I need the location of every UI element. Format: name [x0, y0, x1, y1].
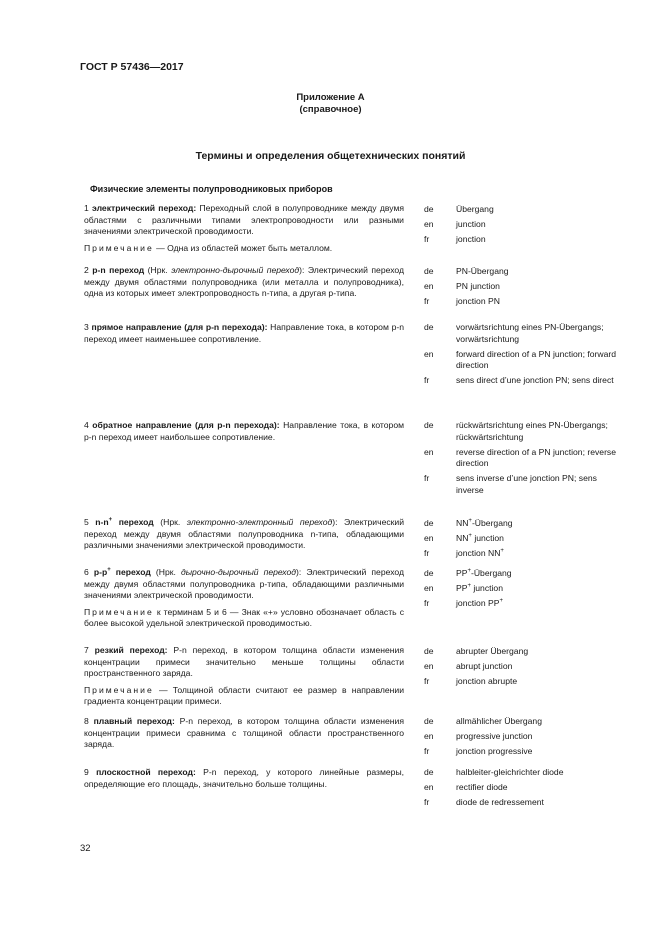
term-entry-8: [84, 716, 404, 751]
equivalent-term: PN junction: [456, 281, 500, 292]
term-entry-7: [84, 645, 404, 708]
equivalent-fr: [424, 598, 624, 610]
term-equivalents-7: [424, 646, 624, 691]
term-definition: Направление тока, в котором p-n переход имеет наибольшее сопротивление.: [84, 420, 405, 442]
appendix-subtitle: (справочное): [299, 104, 362, 115]
term-definition: Направление тока, в котором p-n переход имеет наименьшее сопротивление.: [84, 322, 404, 344]
appendix-title: Приложение А: [296, 92, 365, 103]
term-name: p-n переход: [92, 265, 145, 275]
equivalent-fr: [424, 234, 624, 246]
term-number: 9: [84, 767, 89, 777]
equivalent-term: jonction progressive: [456, 746, 533, 757]
term-entry-6: [84, 567, 404, 630]
equivalent-de: [424, 716, 624, 728]
term-rest: переход: [110, 567, 151, 577]
term-equivalents-5: [424, 518, 624, 563]
equivalent-term: jonction: [456, 234, 486, 245]
equivalent-fr: [424, 473, 624, 496]
equivalent-term: PN-Übergang: [456, 266, 509, 276]
equivalent-de: [424, 204, 624, 216]
term-definition: P-n переход, в котором толщина области изменения концентрации примеси значительно меньше толщины области пространственного заряда.: [84, 645, 404, 679]
lang-code: en: [424, 446, 434, 457]
term-equivalents-3: [424, 322, 624, 390]
equivalent-term: junction: [456, 219, 486, 230]
term-number: 1: [84, 203, 89, 213]
term-name: прямое направление (для p-n перехода):: [91, 322, 268, 332]
equivalent-term: abrupter Übergang: [456, 646, 529, 656]
equivalent-term: Übergang: [456, 204, 494, 214]
term-name: [94, 567, 151, 577]
note-text: — Одна из областей может быть металлом.: [153, 242, 333, 253]
lang-code: en: [424, 731, 434, 742]
term-number: 2: [84, 265, 89, 275]
note-label: Примечание: [84, 684, 154, 695]
lang-code: fr: [424, 797, 430, 808]
term-number: 6: [84, 567, 89, 577]
equivalent-term: NN+ junction: [456, 533, 504, 544]
term-definition: Электрический переход между двумя областями полупроводника n-типа, обладающими различными значениями электрической проводимости.: [84, 517, 405, 551]
term-equivalents-2: [424, 266, 624, 311]
term-definition: Переходный слой в полупроводнике между двумя областями с различными типами электропроводности или разными значениями электрической проводимости.: [84, 203, 405, 237]
equivalent-en: [424, 782, 624, 794]
term-entry-2: [84, 265, 404, 300]
term-entry-1: [84, 203, 404, 254]
lang-code: de: [424, 266, 434, 276]
deprecated-synonym: дырочно-дырочный переход: [180, 567, 297, 577]
equivalent-term: jonction PN: [456, 296, 500, 307]
equivalent-en: [424, 447, 624, 470]
lang-code: en: [424, 348, 434, 359]
lang-code: fr: [424, 548, 430, 559]
equivalent-term: rückwärtsrichtung eines PN-Übergangs; rückwärtsrichtung: [456, 420, 608, 442]
synonym-open: (Нрк.: [144, 265, 172, 275]
equivalent-en: [424, 533, 624, 545]
lang-code: fr: [424, 473, 430, 484]
equivalent-term: rectifier diode: [456, 782, 508, 793]
lang-code: fr: [424, 598, 430, 609]
equivalent-fr: [424, 746, 624, 758]
term-note: [84, 243, 404, 255]
term-superscript: +: [107, 567, 111, 574]
term-equivalents-1: [424, 204, 624, 249]
equivalent-term: sens inverse d’une jonction PN; sens inverse: [456, 473, 597, 495]
equivalent-term: diode de redressement: [456, 797, 544, 808]
term-superscript: +: [108, 517, 113, 524]
term-name: электрический переход:: [92, 203, 197, 213]
term-number: 7: [84, 645, 89, 655]
equivalent-en: [424, 349, 624, 372]
term-equivalents-4: [424, 420, 624, 500]
term-number: 3: [84, 322, 89, 332]
lang-code: de: [424, 420, 434, 430]
equivalent-en: [424, 219, 624, 231]
equivalent-de: [424, 518, 624, 530]
term-equivalents-8: [424, 716, 624, 761]
term-equivalents-6: [424, 568, 624, 613]
lang-code: en: [424, 583, 434, 594]
lang-code: en: [424, 281, 434, 292]
section-title: Физические элементы полупроводниковых приборов: [90, 184, 333, 194]
equivalent-en: [424, 661, 624, 673]
lang-code: fr: [424, 296, 430, 307]
equivalent-fr: [424, 676, 624, 688]
lang-code: en: [424, 219, 434, 230]
lang-code: de: [424, 767, 434, 777]
lang-code: fr: [424, 746, 430, 757]
note-label: Примечание: [84, 606, 154, 617]
term-note: [84, 685, 404, 708]
term-equivalents-9: [424, 767, 624, 812]
equivalent-fr: [424, 296, 624, 308]
term-entry-9: [84, 767, 404, 790]
term-name: резкий переход:: [94, 645, 168, 655]
equivalent-term: jonction abrupte: [456, 676, 518, 687]
lang-code: fr: [424, 234, 430, 245]
lang-code: en: [424, 533, 434, 544]
equivalent-term: PP+ junction: [456, 583, 503, 594]
note-text: к терминам 5 и 6 — Знак «+» условно обозначает область с более высокой удельной электрической проводимостью.: [84, 606, 404, 629]
lang-code: de: [424, 646, 434, 656]
synonym-close: ):: [296, 567, 302, 577]
synonym-open: (Нрк.: [150, 567, 181, 577]
equivalent-term: forward direction of a PN junction; forward direction: [456, 348, 617, 371]
equivalent-en: [424, 731, 624, 743]
term-entry-4: [84, 420, 404, 443]
term-base: p-p: [93, 567, 108, 577]
equivalent-de: [424, 767, 624, 779]
term-name: обратное направление (для p-n перехода):: [92, 420, 280, 430]
page-title: Термины и определения общетехнических понятий: [195, 150, 466, 162]
deprecated-synonym: электронно-электронный переход: [186, 517, 333, 527]
term-rest: переход: [112, 517, 154, 527]
page-number: 32: [80, 843, 91, 854]
term-number: 4: [84, 420, 89, 430]
term-name: плавный переход:: [93, 716, 175, 726]
equivalent-fr: [424, 797, 624, 809]
appendix-heading: [0, 92, 661, 116]
lang-code: fr: [424, 375, 430, 386]
equivalent-term: allmählicher Übergang: [456, 716, 542, 726]
equivalent-term: jonction PP+: [456, 598, 503, 609]
equivalent-term: halbleiter-gleichrichter diode: [456, 767, 564, 777]
term-definition: P-n переход, в котором толщина области изменения концентрации примеси сравнима с толщиной области пространственного заряда.: [84, 716, 404, 750]
deprecated-synonym: электронно-дырочный переход: [171, 265, 300, 275]
equivalent-de: [424, 568, 624, 580]
term-entry-3: [84, 322, 404, 345]
term-definition: Электрический переход между двумя областями полупроводника (или металла и полупроводника), одна из которых имеет электропроводность n-типа, а другая p-типа.: [84, 265, 404, 299]
lang-code: en: [424, 782, 434, 793]
lang-code: en: [424, 661, 434, 672]
equivalent-de: [424, 646, 624, 658]
term-base: n-n: [95, 517, 109, 527]
equivalent-term: progressive junction: [456, 731, 533, 742]
note-text: — Толщиной области считают ее размер в направлении градиента концентрации примеси.: [84, 684, 404, 707]
lang-code: de: [424, 716, 434, 726]
synonym-close: ):: [332, 517, 338, 527]
equivalent-term: reverse direction of a PN junction; reverse direction: [456, 446, 617, 469]
term-name: [95, 517, 153, 527]
term-definition: Электрический переход между двумя областями полупроводника p-типа, обладающими различными значениями электрической проводимости.: [84, 567, 404, 601]
term-number: 5: [84, 517, 89, 527]
term-number: 8: [84, 716, 89, 726]
lang-code: de: [424, 322, 434, 332]
equivalent-term: sens direct d’une jonction PN; sens direct: [456, 375, 614, 386]
term-definition: P-n переход, у которого линейные размеры, определяющие его площадь, значительно больше толщины.: [84, 767, 405, 789]
equivalent-term: jonction NN+: [456, 548, 504, 559]
lang-code: de: [424, 518, 434, 528]
equivalent-term: vorwärtsrichtung eines PN-Übergangs; vorwärtsrichtung: [456, 322, 604, 344]
equivalent-de: [424, 322, 624, 345]
equivalent-term: abrupt junction: [456, 661, 513, 672]
lang-code: de: [424, 568, 434, 578]
equivalent-fr: [424, 548, 624, 560]
synonym-close: ):: [299, 265, 305, 275]
term-entry-5: [84, 517, 404, 552]
equivalent-en: [424, 583, 624, 595]
synonym-open: (Нрк.: [153, 517, 187, 527]
note-label: Примечание: [84, 242, 154, 253]
lang-code: fr: [424, 676, 430, 687]
equivalent-en: [424, 281, 624, 293]
lang-code: de: [424, 204, 434, 214]
equivalent-de: [424, 420, 624, 443]
equivalent-term: PP+-Übergang: [456, 568, 512, 578]
term-name: плоскостной переход:: [96, 767, 196, 777]
document-code: ГОСТ Р 57436—2017: [80, 61, 184, 73]
term-note: [84, 607, 404, 630]
equivalent-de: [424, 266, 624, 278]
equivalent-fr: [424, 375, 624, 387]
equivalent-term: NN+-Übergang: [456, 518, 513, 528]
